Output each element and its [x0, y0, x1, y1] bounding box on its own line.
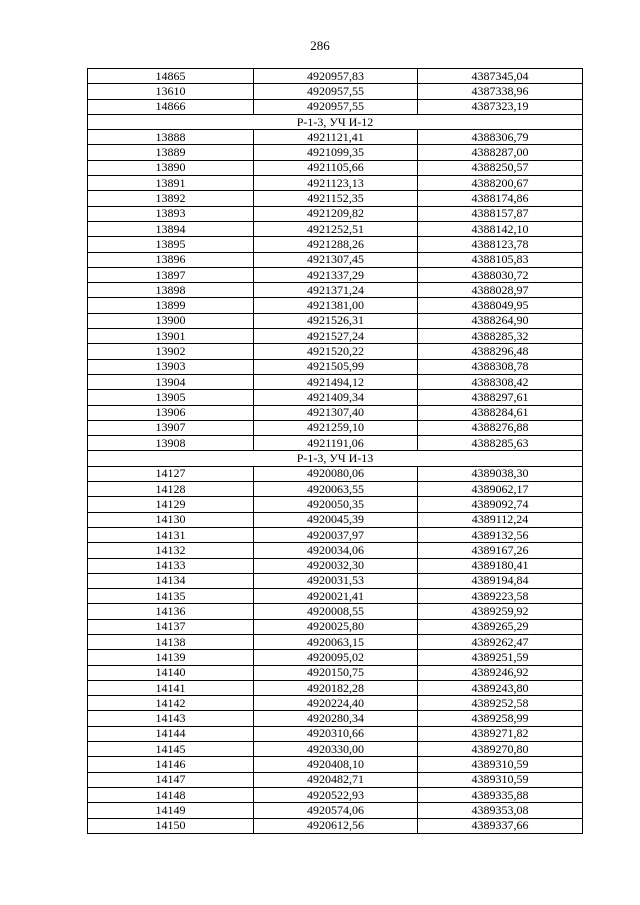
x-coordinate-cell: 4921526,31: [254, 313, 418, 328]
y-coordinate-cell: 4389310,59: [418, 772, 583, 787]
y-coordinate-cell: 4388285,63: [418, 436, 583, 451]
y-coordinate-cell: 4388284,61: [418, 405, 583, 420]
point-number-cell: 13902: [88, 344, 254, 359]
y-coordinate-cell: 4389062,17: [418, 482, 583, 497]
x-coordinate-cell: 4920280,34: [254, 711, 418, 726]
table-row: [88, 757, 583, 772]
y-coordinate-cell: 4388157,87: [418, 206, 583, 221]
y-coordinate-cell: 4388276,88: [418, 420, 583, 435]
point-number-cell: 14139: [88, 650, 254, 665]
point-number-cell: 14140: [88, 665, 254, 680]
y-coordinate-cell: 4389251,59: [418, 650, 583, 665]
y-coordinate-cell: 4389271,82: [418, 726, 583, 741]
x-coordinate-cell: 4920063,55: [254, 482, 418, 497]
x-coordinate-cell: 4921307,45: [254, 252, 418, 267]
table-row: [88, 252, 583, 267]
y-coordinate-cell: 4387323,19: [418, 99, 583, 114]
point-number-cell: 14128: [88, 482, 254, 497]
section-label: Р-1-3, УЧ И-13: [88, 451, 583, 466]
point-number-cell: 13889: [88, 145, 254, 160]
table-row: [88, 634, 583, 649]
y-coordinate-cell: 4389258,99: [418, 711, 583, 726]
point-number-cell: 13892: [88, 191, 254, 206]
x-coordinate-cell: 4921527,24: [254, 329, 418, 344]
point-number-cell: 14129: [88, 497, 254, 512]
x-coordinate-cell: 4920021,41: [254, 589, 418, 604]
point-number-cell: 13904: [88, 374, 254, 389]
x-coordinate-cell: 4920032,30: [254, 558, 418, 573]
x-coordinate-cell: 4920025,80: [254, 619, 418, 634]
y-coordinate-cell: 4389194,84: [418, 573, 583, 588]
x-coordinate-cell: 4921409,34: [254, 390, 418, 405]
section-label: Р-1-3, УЧ И-12: [88, 114, 583, 129]
y-coordinate-cell: 4388285,32: [418, 329, 583, 344]
point-number-cell: 13890: [88, 160, 254, 175]
x-coordinate-cell: 4921337,29: [254, 267, 418, 282]
point-number-cell: 14143: [88, 711, 254, 726]
page-number: 286: [310, 38, 330, 53]
x-coordinate-cell: 4920182,28: [254, 680, 418, 695]
point-number-cell: 14147: [88, 772, 254, 787]
y-coordinate-cell: 4389246,92: [418, 665, 583, 680]
x-coordinate-cell: 4921259,10: [254, 420, 418, 435]
x-coordinate-cell: 4920045,39: [254, 512, 418, 527]
y-coordinate-cell: 4388308,78: [418, 359, 583, 374]
table-row: [88, 772, 583, 787]
y-coordinate-cell: 4388308,42: [418, 374, 583, 389]
x-coordinate-cell: 4921307,40: [254, 405, 418, 420]
y-coordinate-cell: 4388123,78: [418, 237, 583, 252]
point-number-cell: 13897: [88, 267, 254, 282]
table-row: [88, 283, 583, 298]
table-row: [88, 176, 583, 191]
section-header-row: [88, 451, 583, 466]
x-coordinate-cell: 4920408,10: [254, 757, 418, 772]
y-coordinate-cell: 4388306,79: [418, 130, 583, 145]
point-number-cell: 14148: [88, 787, 254, 802]
x-coordinate-cell: 4920031,53: [254, 573, 418, 588]
table-row: [88, 298, 583, 313]
point-number-cell: 14134: [88, 573, 254, 588]
table-row: [88, 604, 583, 619]
x-coordinate-cell: 4921209,82: [254, 206, 418, 221]
table-row: [88, 512, 583, 527]
x-coordinate-cell: 4920957,83: [254, 69, 418, 84]
x-coordinate-cell: 4921099,35: [254, 145, 418, 160]
x-coordinate-cell: 4920957,55: [254, 84, 418, 99]
y-coordinate-cell: 4388200,67: [418, 176, 583, 191]
x-coordinate-cell: 4920050,35: [254, 497, 418, 512]
table-row: [88, 344, 583, 359]
x-coordinate-cell: 4921121,41: [254, 130, 418, 145]
x-coordinate-cell: 4920063,15: [254, 634, 418, 649]
point-number-cell: 13906: [88, 405, 254, 420]
x-coordinate-cell: 4921505,99: [254, 359, 418, 374]
y-coordinate-cell: 4389262,47: [418, 634, 583, 649]
y-coordinate-cell: 4389038,30: [418, 466, 583, 481]
point-number-cell: 13888: [88, 130, 254, 145]
x-coordinate-cell: 4920482,71: [254, 772, 418, 787]
point-number-cell: 13905: [88, 390, 254, 405]
table-row: [88, 405, 583, 420]
y-coordinate-cell: 4388030,72: [418, 267, 583, 282]
point-number-cell: 13908: [88, 436, 254, 451]
table-row: [88, 818, 583, 833]
x-coordinate-cell: 4921520,22: [254, 344, 418, 359]
point-number-cell: 14138: [88, 634, 254, 649]
y-coordinate-cell: 4389223,58: [418, 589, 583, 604]
y-coordinate-cell: 4389265,29: [418, 619, 583, 634]
y-coordinate-cell: 4389167,26: [418, 543, 583, 558]
table-row: [88, 390, 583, 405]
y-coordinate-cell: 4389252,58: [418, 696, 583, 711]
section-header-row: [88, 114, 583, 129]
y-coordinate-cell: 4388296,48: [418, 344, 583, 359]
y-coordinate-cell: 4389243,80: [418, 680, 583, 695]
point-number-cell: 14136: [88, 604, 254, 619]
table-row: [88, 497, 583, 512]
point-number-cell: 14127: [88, 466, 254, 481]
point-number-cell: 14130: [88, 512, 254, 527]
x-coordinate-cell: 4920150,75: [254, 665, 418, 680]
table-row: [88, 313, 583, 328]
table-row: [88, 374, 583, 389]
y-coordinate-cell: 4388049,95: [418, 298, 583, 313]
x-coordinate-cell: 4920034,06: [254, 543, 418, 558]
table-row: [88, 160, 583, 175]
point-number-cell: 14131: [88, 527, 254, 542]
y-coordinate-cell: 4388264,90: [418, 313, 583, 328]
table-row: [88, 221, 583, 236]
point-number-cell: 14142: [88, 696, 254, 711]
y-coordinate-cell: 4388174,86: [418, 191, 583, 206]
point-number-cell: 13610: [88, 84, 254, 99]
table-row: [88, 206, 583, 221]
x-coordinate-cell: 4921123,13: [254, 176, 418, 191]
table-row: [88, 130, 583, 145]
table-row: [88, 803, 583, 818]
y-coordinate-cell: 4388287,00: [418, 145, 583, 160]
table-row: [88, 696, 583, 711]
y-coordinate-cell: 4389310,59: [418, 757, 583, 772]
x-coordinate-cell: 4920080,06: [254, 466, 418, 481]
table-row: [88, 742, 583, 757]
x-coordinate-cell: 4921371,24: [254, 283, 418, 298]
y-coordinate-cell: 4387345,04: [418, 69, 583, 84]
table-row: [88, 543, 583, 558]
point-number-cell: 14135: [88, 589, 254, 604]
y-coordinate-cell: 4388142,10: [418, 221, 583, 236]
y-coordinate-cell: 4387338,96: [418, 84, 583, 99]
point-number-cell: 14866: [88, 99, 254, 114]
point-number-cell: 13907: [88, 420, 254, 435]
x-coordinate-cell: 4920224,40: [254, 696, 418, 711]
x-coordinate-cell: 4921152,35: [254, 191, 418, 206]
table-row: [88, 84, 583, 99]
x-coordinate-cell: 4920095,02: [254, 650, 418, 665]
point-number-cell: 13900: [88, 313, 254, 328]
coordinates-table-body: [88, 69, 583, 834]
table-row: [88, 145, 583, 160]
x-coordinate-cell: 4921191,06: [254, 436, 418, 451]
y-coordinate-cell: 4389259,92: [418, 604, 583, 619]
point-number-cell: 13903: [88, 359, 254, 374]
table-row: [88, 711, 583, 726]
table-row: [88, 420, 583, 435]
point-number-cell: 14133: [88, 558, 254, 573]
y-coordinate-cell: 4388028,97: [418, 283, 583, 298]
point-number-cell: 14141: [88, 680, 254, 695]
point-number-cell: 13901: [88, 329, 254, 344]
y-coordinate-cell: 4389335,88: [418, 787, 583, 802]
table-row: [88, 665, 583, 680]
point-number-cell: 13896: [88, 252, 254, 267]
table-row: [88, 482, 583, 497]
table-row: [88, 573, 583, 588]
table-row: [88, 680, 583, 695]
x-coordinate-cell: 4921381,00: [254, 298, 418, 313]
y-coordinate-cell: 4388105,83: [418, 252, 583, 267]
table-row: [88, 558, 583, 573]
point-number-cell: 13898: [88, 283, 254, 298]
y-coordinate-cell: 4389132,56: [418, 527, 583, 542]
table-row: [88, 527, 583, 542]
point-number-cell: 13894: [88, 221, 254, 236]
point-number-cell: 14132: [88, 543, 254, 558]
point-number-cell: 14865: [88, 69, 254, 84]
table-row: [88, 69, 583, 84]
x-coordinate-cell: 4921288,26: [254, 237, 418, 252]
x-coordinate-cell: 4920574,06: [254, 803, 418, 818]
table-row: [88, 329, 583, 344]
point-number-cell: 14144: [88, 726, 254, 741]
point-number-cell: 13895: [88, 237, 254, 252]
table-row: [88, 191, 583, 206]
coordinates-table: [87, 68, 583, 834]
x-coordinate-cell: 4920612,56: [254, 818, 418, 833]
point-number-cell: 13899: [88, 298, 254, 313]
x-coordinate-cell: 4920330,00: [254, 742, 418, 757]
x-coordinate-cell: 4920522,93: [254, 787, 418, 802]
table-row: [88, 267, 583, 282]
table-row: [88, 466, 583, 481]
table-row: [88, 787, 583, 802]
y-coordinate-cell: 4389180,41: [418, 558, 583, 573]
table-row: [88, 436, 583, 451]
x-coordinate-cell: 4920957,55: [254, 99, 418, 114]
y-coordinate-cell: 4389112,24: [418, 512, 583, 527]
point-number-cell: 14146: [88, 757, 254, 772]
table-row: [88, 359, 583, 374]
y-coordinate-cell: 4389337,66: [418, 818, 583, 833]
x-coordinate-cell: 4920037,97: [254, 527, 418, 542]
y-coordinate-cell: 4389353,08: [418, 803, 583, 818]
y-coordinate-cell: 4388297,61: [418, 390, 583, 405]
x-coordinate-cell: 4920008,55: [254, 604, 418, 619]
point-number-cell: 14137: [88, 619, 254, 634]
table-row: [88, 619, 583, 634]
table-row: [88, 99, 583, 114]
table-row: [88, 237, 583, 252]
x-coordinate-cell: 4921494,12: [254, 374, 418, 389]
point-number-cell: 13893: [88, 206, 254, 221]
table-row: [88, 650, 583, 665]
point-number-cell: 13891: [88, 176, 254, 191]
y-coordinate-cell: 4389270,80: [418, 742, 583, 757]
point-number-cell: 14145: [88, 742, 254, 757]
table-row: [88, 589, 583, 604]
x-coordinate-cell: 4921252,51: [254, 221, 418, 236]
x-coordinate-cell: 4921105,66: [254, 160, 418, 175]
table-row: [88, 726, 583, 741]
y-coordinate-cell: 4388250,57: [418, 160, 583, 175]
point-number-cell: 14149: [88, 803, 254, 818]
point-number-cell: 14150: [88, 818, 254, 833]
y-coordinate-cell: 4389092,74: [418, 497, 583, 512]
x-coordinate-cell: 4920310,66: [254, 726, 418, 741]
